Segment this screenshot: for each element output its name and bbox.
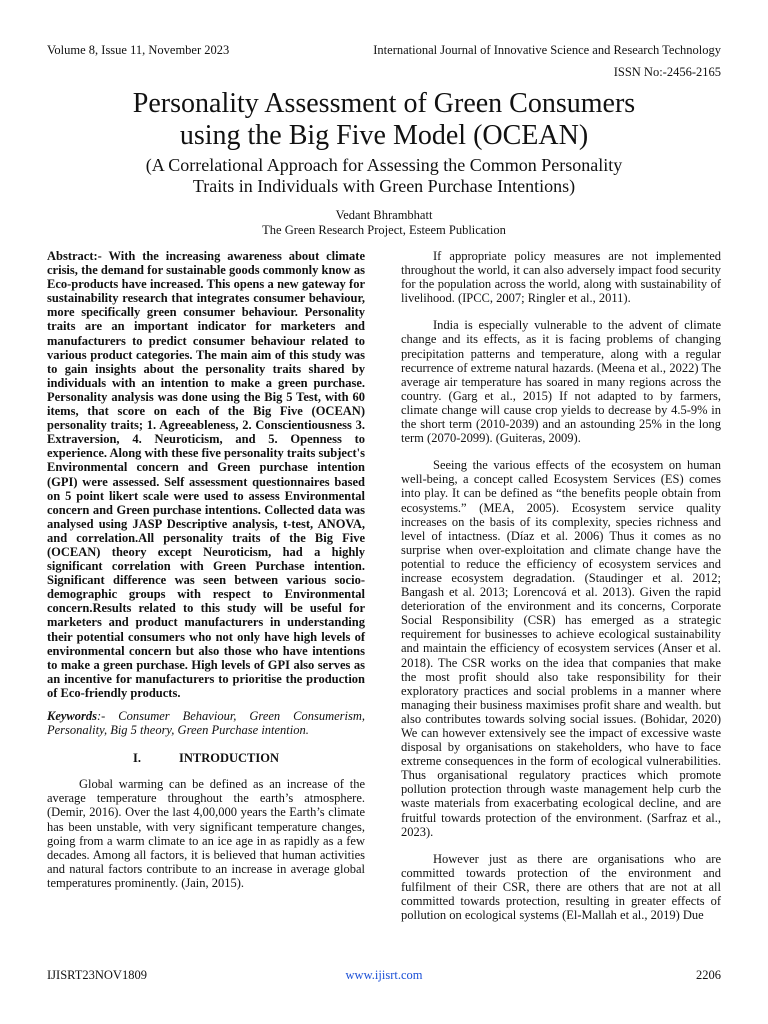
right-column (401, 249, 721, 922)
issn: ISSN No:-2456-2165 (613, 65, 721, 79)
title-line-1: Personality Assessment of Green Consumers (132, 88, 636, 119)
section-title: INTRODUCTION (178, 751, 279, 766)
website-link[interactable]: www.ijisrt.com (345, 968, 423, 982)
author-block (40, 208, 728, 238)
paper-id: IJISRT23NOV1809 (47, 968, 147, 982)
section-heading (47, 751, 365, 765)
body-paragraph-2: India is especially vulnerable to the advent of climate change and its effects, as it is facing problems of changing precipitation patterns and temperature, along with a regular recurrence of extreme natural hazards. (Meena et al., 2022) The average air temperature has soared in many regions across the country. (Garg et al., 2015) If not adapted to by farmers, climate change will cause crop yields to decrease by 4.5-9% in the short term (2010-2039) and an astounding 25% in the long term (2070-2099). (Guiteras, 2009). (401, 318, 721, 446)
subtitle-line-1: (A Correlational Approach for Assessing the Common Personality (145, 155, 623, 175)
author-affiliation: The Green Research Project, Esteem Publication (262, 223, 506, 237)
keywords-label: Keywords (47, 709, 97, 723)
section-number: I. (132, 751, 141, 766)
title-line-2: using the Big Five Model (OCEAN) (179, 120, 589, 151)
paper-title (40, 88, 728, 152)
keywords (47, 709, 365, 737)
intro-paragraph-1: Global warming can be defined as an increase of the average temperature throughout the earth’s atmosphere. (Demir, 2016). Over the last 4,00,000 years the Earth’s climate has been unstable, with very significant temperature changes, going from a warm climate to an ice age in as rapidly as a few decades. Among all factors, it is believed that human activities and natural factors contribute to an increase in average global temperatures prominently. (Jain, 2015). (47, 777, 365, 890)
volume-issue: Volume 8, Issue 11, November 2023 (47, 43, 230, 57)
journal-name: International Journal of Innovative Science and Research Technology (373, 43, 721, 57)
keywords-text: :- Consumer Behaviour, Green Consumerism, Personality, Big 5 theory, Green Purchase intention. (47, 709, 365, 738)
author-name: Vedant Bhrambhatt (335, 208, 433, 222)
abstract: Abstract:- With the increasing awareness about climate crisis, the demand for sustainable goods commonly know as Eco-products have increased. This opens a new gateway for sustainability research that integrates consumer behaviour, more specifically green consumer behaviour. Personality traits are an important indicator for marketers and manufacturers to predict consumer behaviour related to various product categories. The main aim of this study was to gain insights about the personality traits shared by individuals with an intention to make a green purchase. Personality analysis was done using the Big 5 Test, with 60 items, that score on each of the Big Five (OCEAN) personality traits; 1. Agreeableness, 2. Conscientiousness 3. Extraversion, 4. Neuroticism, and 5. Openness to experience. Along with these five personality traits subject's Environmental concern and Green purchase intention (GPI) were assessed. Self assessment questionnaires based on 5 point likert scale were used to assess Environmental concern and Green purchase intentions. Collected data was analysed using JASP Descriptive analysis, t-test, ANOVA, and correlation.All personality traits of the Big Five (OCEAN) theory except Neuroticism, had a highly significant correlation with Green Purchase intention. Significant difference was seen between various socio-demographic groups with respect to Environmental concern.Results related to this study will be useful for marketers and product manufacturers in understanding their potential consumers who not only have high levels of environmental concern but also those who have intentions to make a green purchase. High levels of GPI also serves as an incentive for manufacturers to prioritise the production of Eco-friendly products. (47, 249, 366, 700)
left-column (47, 249, 365, 890)
page-number: 2206 (696, 968, 721, 982)
subtitle-line-2: Traits in Individuals with Green Purchase Intentions) (192, 176, 576, 196)
body-paragraph-3: Seeing the various effects of the ecosystem on human well-being, a concept called Ecosystem Services (ES) comes into play. It can be defined as “the benefits people obtain from ecosystems.” (MEA, 2005). Ecosystem service quality increases on the basis of its complexity, species richness and level of intactness. (Díaz et al. 2006) Thus it comes as no surprise when over-exploitation and climate change have the potential to reduce the efficiency of ecosystem services and increase ecosystem degradation. (Staudinger et al. 2012; Bangash et al. 2013; Lorencová et al. 2013). Given the rapid deterioration of the environment and its concerns, Corporate Social Responsibility (CSR) has emerged as a strategic requirement for businesses to achieve ecological sustainability and maintain the efficiency of ecosystem services (Anser et al. 2018). The CSR works on the idea that companies that make the most profit should also take responsibility for their exploratory practices and social problems in a manner where managing their business maximises profit share and wealth. but also contributes towards solving social issues. (Bohidar, 2020) We can however extensively see the impact of excessive waste disposal by organisations on stakeholders, who have to face extreme consequences in the form of ecological vulnerabilities. Thus organisational regulatory practices which promote pollution protection through waste management help curb the waste materials from exacerbating ecological decline, and are fruitful towards protection of the environment. (Sarfraz et al., 2023). (401, 458, 721, 839)
paper-subtitle (40, 155, 728, 197)
body-paragraph-4: However just as there are organisations who are committed towards protection of the environment and fulfilment of their CSR, there are others that are not at all committed towards protection, resulting in greater effects of pollution on ecological systems (El-Mallah et al., 2019) Due (401, 851, 721, 923)
body-paragraph-1: If appropriate policy measures are not implemented throughout the world, it can also adversely impact food security for the population across the world, along with sustainability of livelihood. (IPCC, 2007; Ringler et al., 2011). (401, 249, 721, 306)
